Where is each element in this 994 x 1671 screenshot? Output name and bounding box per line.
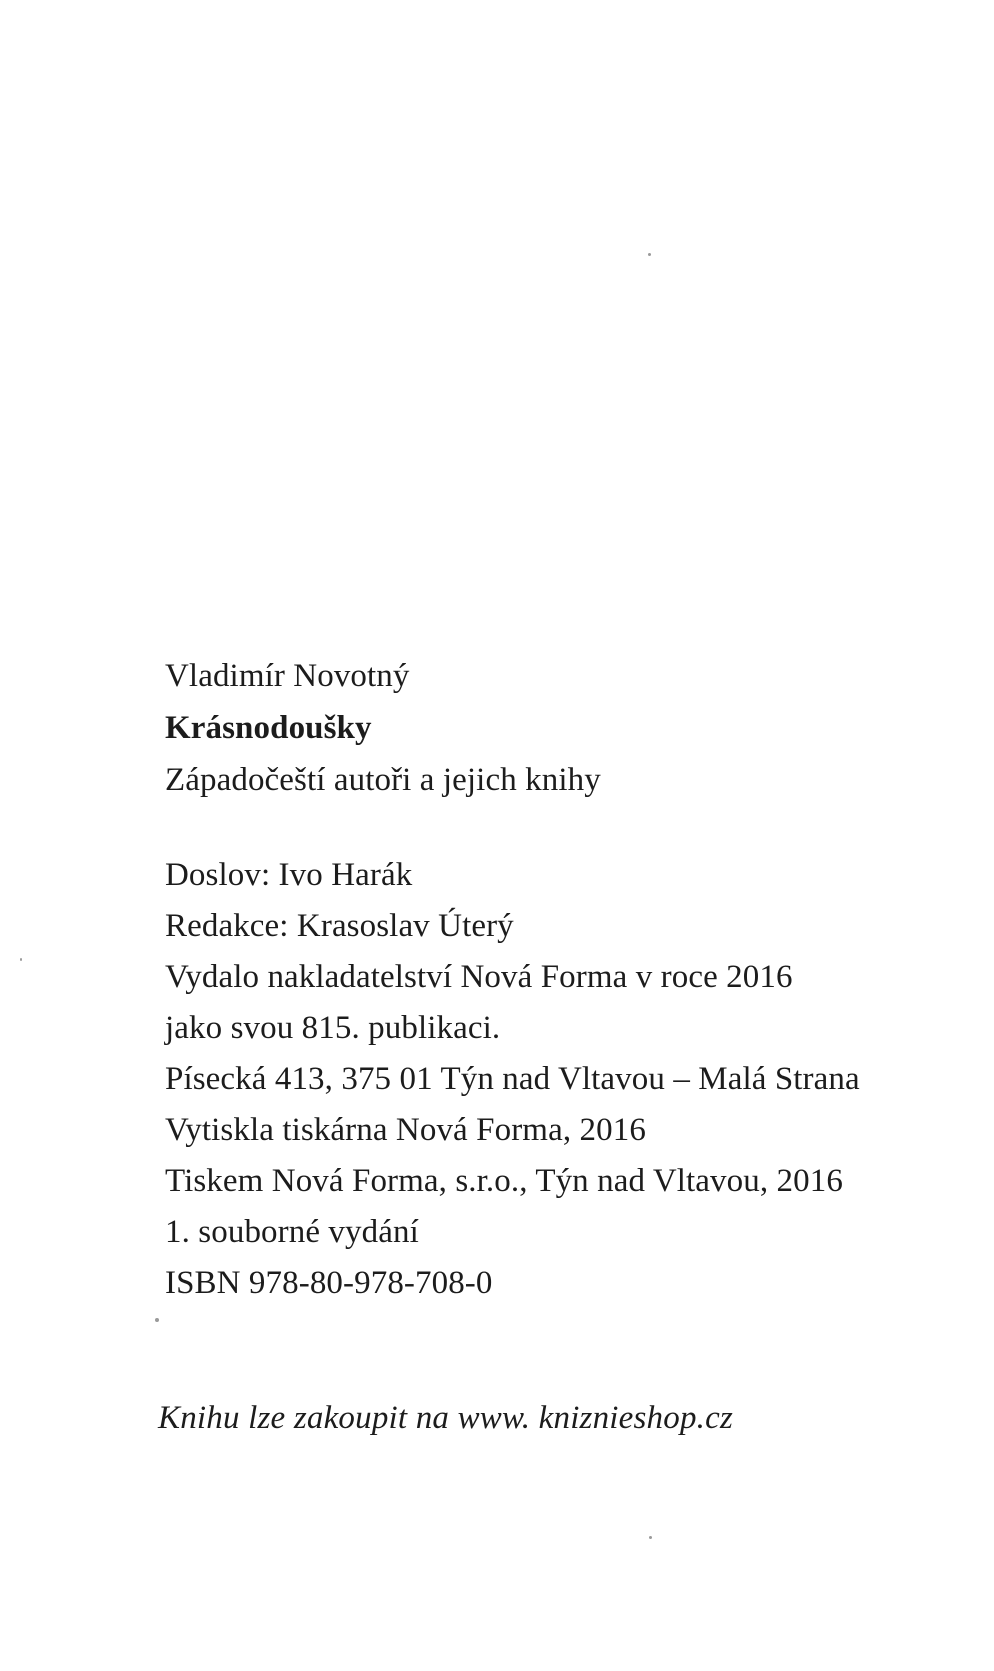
- book-subtitle: Západočeští autoři a jejich knihy: [165, 762, 601, 798]
- book-title: Krásnodoušky: [165, 710, 372, 746]
- book-author: Vladimír Novotný: [165, 658, 410, 694]
- section-spacer: [165, 806, 965, 850]
- publisher-line: Vydalo nakladatelství Nová Forma v roce 2016: [165, 959, 793, 995]
- isbn-line: ISBN 978-80-978-708-0: [165, 1265, 493, 1301]
- printer-line: Vytiskla tiskárna Nová Forma, 2016: [165, 1112, 646, 1148]
- print-speck: [649, 1536, 652, 1539]
- publication-number-line: jako svou 815. publikaci.: [165, 1010, 501, 1046]
- print-speck: [155, 1318, 159, 1322]
- edition-line: 1. souborné vydání: [165, 1214, 419, 1250]
- afterword-line: Doslov: Ivo Harák: [165, 857, 413, 893]
- colophon-block: [165, 650, 965, 1309]
- print-speck: [20, 958, 22, 961]
- print-company-line: Tiskem Nová Forma, s.r.o., Týn nad Vltavou, 2016: [165, 1163, 843, 1199]
- imprint-details: [165, 850, 965, 1309]
- publisher-address-line: Písecká 413, 375 01 Týn nad Vltavou – Malá Strana: [165, 1061, 860, 1097]
- editor-line: Redakce: Krasoslav Úterý: [165, 908, 514, 944]
- purchase-note: Knihu lze zakoupit na www. kniznieshop.cz: [158, 1400, 734, 1436]
- print-speck: [648, 253, 651, 256]
